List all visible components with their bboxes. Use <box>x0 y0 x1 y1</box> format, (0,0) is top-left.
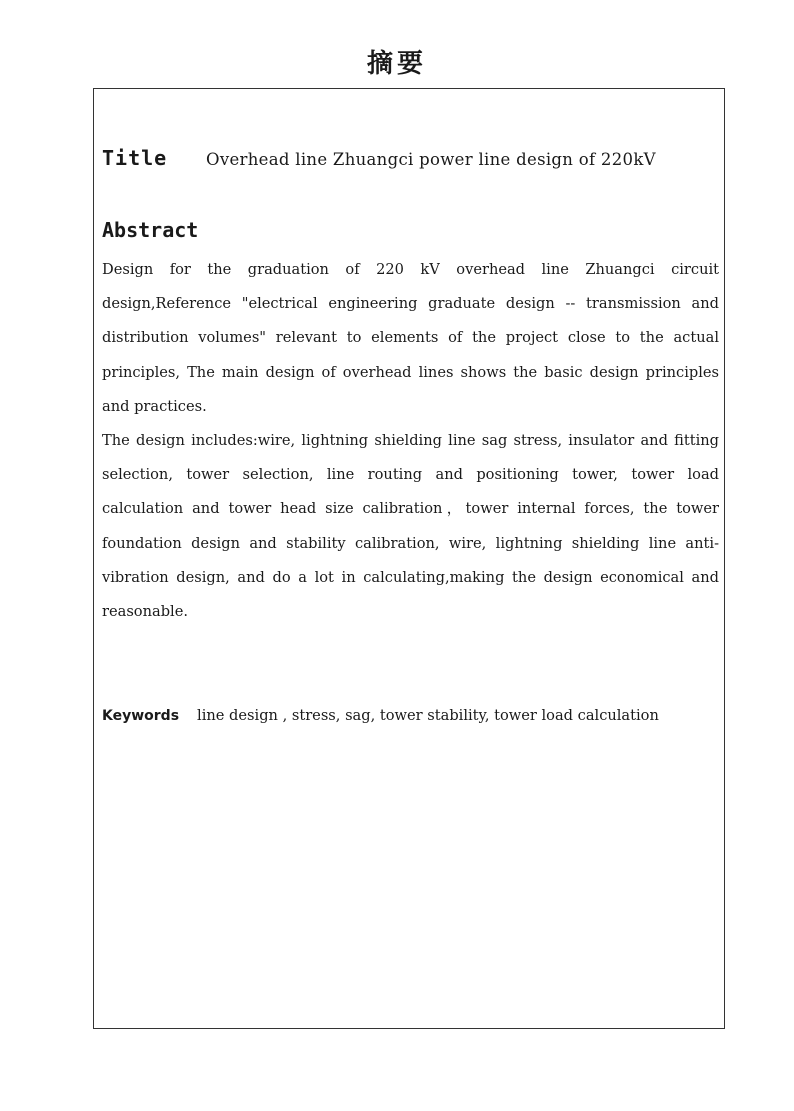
page-heading: 摘要 <box>366 49 427 79</box>
abstract-heading: Abstract <box>102 218 199 242</box>
abstract-paragraph: Design for the graduation of 220 kV overhead line Zhuangci circuit design,Reference "electrical engineering graduate design -- transmission and distribution volumes" relevant to elements of the project close to the actual principles, The main design of overhead lines shows the basic design principles and practices. <box>102 261 719 415</box>
keywords-block <box>102 701 702 731</box>
abstract-frame <box>93 88 725 1029</box>
keywords-text: line design , stress, sag, tower stability, tower load calculation <box>197 707 659 724</box>
abstract-paragraph: The design includes:wire, lightning shielding line sag stress, insulator and fitting selection, tower selection, line routing and positioning tower, tower load calculation and tower head size calibration，tower internal forces, the tower foundation design and stability calibration, wire, lightning shielding line anti-vibration design, and do a lot in calculating,making the design economical and reasonable. <box>102 432 719 621</box>
keywords-label: Keywords <box>102 708 180 724</box>
title-row <box>102 146 656 170</box>
title-text: Overhead line Zhuangci power line design of 220kV <box>206 150 656 169</box>
abstract-body <box>102 253 719 629</box>
title-label: Title <box>102 146 168 170</box>
